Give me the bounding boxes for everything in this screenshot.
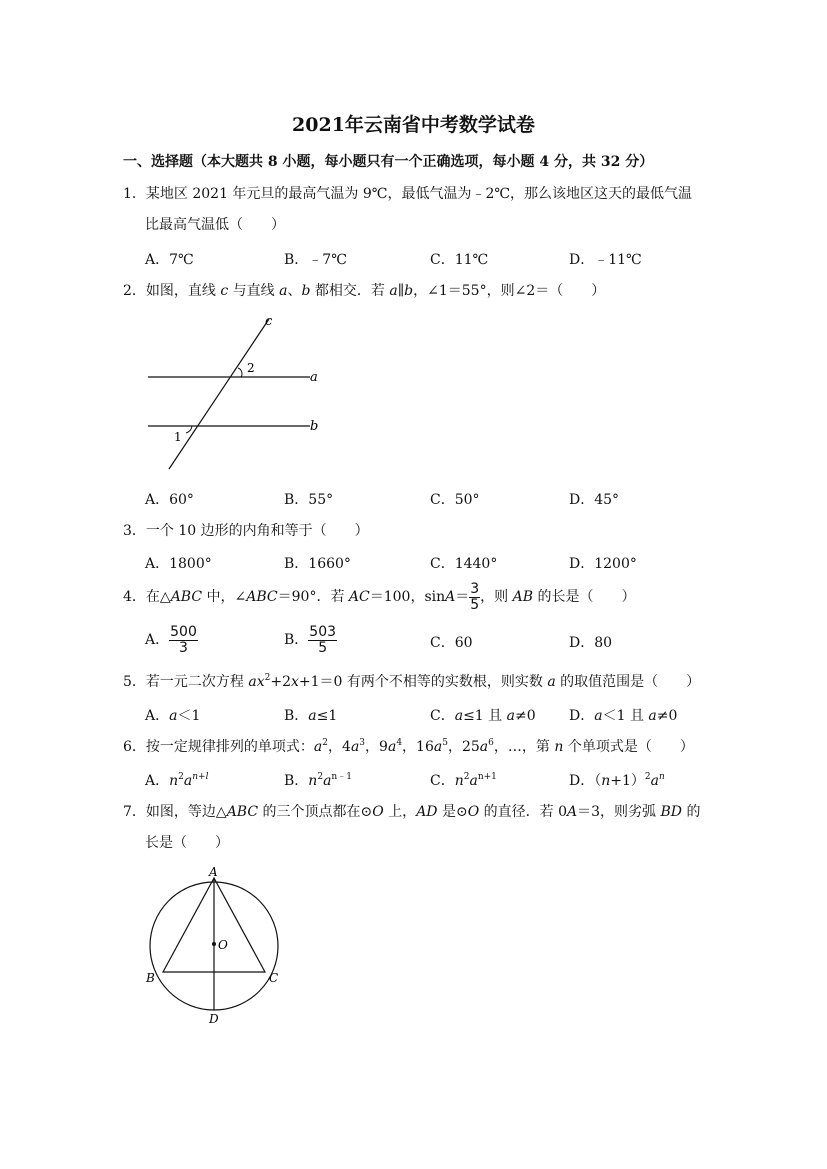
label-d: D xyxy=(209,1012,219,1026)
question-1-line-2: 比最高气温低（ ） xyxy=(145,217,285,233)
q5-option-c: C．a≤1 且 a≠0 xyxy=(430,708,536,724)
angle-2-arc xyxy=(238,368,242,377)
angle-1-arc xyxy=(186,426,192,433)
q3-option-d: D．1200° xyxy=(569,556,637,572)
label-angle-2: 2 xyxy=(247,361,255,375)
q5-option-a: A．a＜1 xyxy=(145,708,201,724)
q4-option-b: B． $\frac{503}{5}$ xyxy=(284,623,337,656)
q2-option-c: C．50° xyxy=(430,492,480,508)
question-3: 3．一个 10 边形的内角和等于（ ） xyxy=(123,523,369,539)
q1-option-c: C．11℃ xyxy=(430,252,489,268)
q6-option-c: C．$n^2a^{n+1}$ xyxy=(430,772,497,789)
q3-option-a: A．1800° xyxy=(145,556,212,572)
q6-option-a: A．$n^2a^{n+l}$ xyxy=(145,772,209,789)
question-4: 4．在△ABC 中，∠ABC＝90°．若 AC＝100，sinA＝ $\frac{3}{5}$ ，则 AB 的长是（ ） xyxy=(123,580,636,613)
q6-option-b: B．$n^2a^{n﹣1}$ xyxy=(284,772,352,789)
question-6: 6．按一定规律排列的单项式：$a^2$，$4a^3$，$9a^4$，$16a^5$，$25a^6$，…，第 n 个单项式是（ ） xyxy=(123,738,694,755)
page-title: 2021年云南省中考数学试卷 xyxy=(292,114,535,136)
parallel-lines-figure xyxy=(140,312,340,477)
question-7-line-1: 7．如图，等边△ABC 的三个顶点都在⊙O 上，AD 是⊙O 的直径．若 0A＝3，则劣弧 BD 的 xyxy=(123,804,701,820)
question-5: 5．若一元二次方程 $ax^2+2x+1=0$ 有两个不相等的实数根，则实数 a 的取值范围是（ ） xyxy=(123,673,701,690)
question-7-line-2: 长是（ ） xyxy=(145,835,229,851)
label-o: O xyxy=(218,938,228,952)
q1-option-b: B．﹣7℃ xyxy=(284,252,347,268)
q1-option-d: D．﹣11℃ xyxy=(569,252,642,268)
line-c xyxy=(169,319,269,469)
q5-option-d: D．a＜1 且 a≠0 xyxy=(569,708,678,724)
label-a: a xyxy=(310,370,318,385)
q2-option-a: A．60° xyxy=(145,492,194,508)
q4-option-c: C．60 xyxy=(430,635,473,651)
q5-option-b: B．a≤1 xyxy=(284,708,338,724)
center-point xyxy=(212,942,216,946)
label-angle-1: 1 xyxy=(174,430,182,444)
label-b: B xyxy=(146,971,155,985)
q2-option-d: D．45° xyxy=(569,492,620,508)
q4-option-d: D．80 xyxy=(569,635,613,651)
question-1-line-1: 1．某地区 2021 年元旦的最高气温为 9℃，最低气温为﹣2℃，那么该地区这天的最低气温 xyxy=(123,186,693,202)
question-2: 2．如图，直线 c 与直线 a、b 都相交．若 a∥b，∠1＝55°，则∠2＝（ ） xyxy=(123,283,606,299)
q1-option-a: A．7℃ xyxy=(145,252,194,268)
sin-a-fraction: $\frac{3}{5}$ xyxy=(470,580,480,613)
q3-option-c: C．1440° xyxy=(430,556,498,572)
q3-option-b: B．1660° xyxy=(284,556,351,572)
label-c: c xyxy=(265,314,273,329)
label-c: C xyxy=(269,971,279,985)
label-a: A xyxy=(209,865,218,879)
section-heading: 一、选择题（本大题共 8 小题，每小题只有一个正确选项，每小题 4 分，共 32 分） xyxy=(123,154,654,170)
q4-option-a: A． $\frac{500}{3}$ xyxy=(145,623,197,656)
label-b: b xyxy=(310,419,319,434)
circle-triangle-figure xyxy=(140,862,290,1027)
q2-option-b: B．55° xyxy=(284,492,334,508)
q6-option-d: D．$(n+1)^2a^n$ xyxy=(569,772,665,789)
